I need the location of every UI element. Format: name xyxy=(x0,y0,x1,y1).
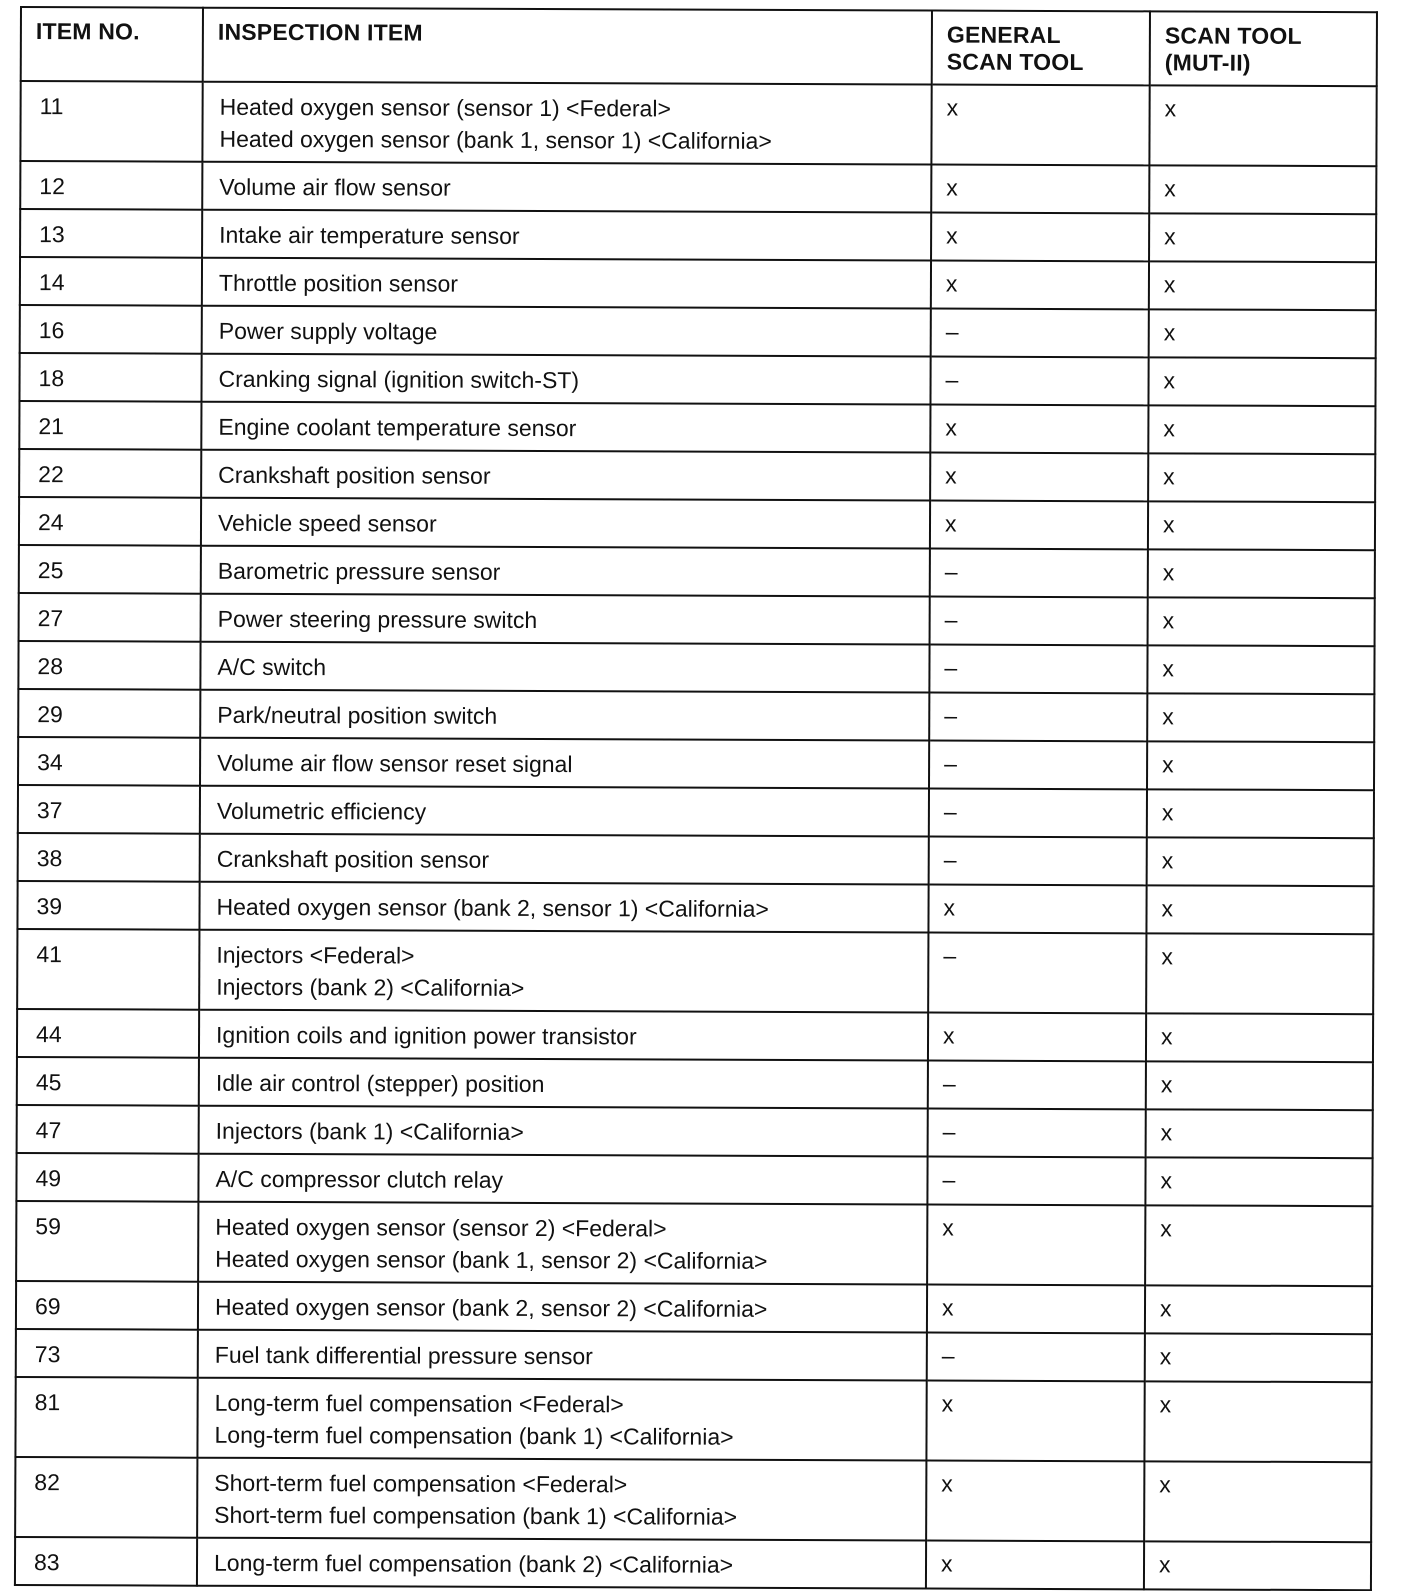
inspection-item-line: Barometric pressure sensor xyxy=(217,557,501,585)
mut-scan-tool-cell: x xyxy=(1145,1205,1372,1286)
table-row xyxy=(16,1329,1372,1382)
item-number-cell: 38 xyxy=(18,833,200,882)
general-scan-tool-cell: x xyxy=(926,1380,1144,1461)
general-scan-tool-cell: – xyxy=(927,1156,1145,1205)
table-row xyxy=(17,1009,1373,1062)
item-number-cell: 13 xyxy=(20,209,202,258)
inspection-item-line: Long-term fuel compensation <Federal> xyxy=(214,1389,624,1418)
inspection-item-line: Injectors (bank 2) <California> xyxy=(216,973,525,1001)
inspection-item-cell xyxy=(200,738,929,789)
header-general-scan-tool-line: SCAN TOOL xyxy=(946,48,1084,76)
general-scan-tool-cell: – xyxy=(929,740,1147,789)
table-row xyxy=(16,1281,1372,1334)
item-number-cell: 44 xyxy=(17,1009,199,1058)
inspection-item-cell xyxy=(201,546,930,597)
table-row xyxy=(18,689,1374,742)
inspection-item-line: Throttle position sensor xyxy=(218,269,459,297)
mut-scan-tool-cell: x xyxy=(1146,1061,1373,1110)
inspection-item-cell xyxy=(201,498,930,549)
mut-scan-tool-cell: x xyxy=(1145,1285,1372,1334)
header-general-scan-tool xyxy=(932,11,1150,86)
item-number-cell: 16 xyxy=(20,305,202,354)
general-scan-tool-cell: x xyxy=(928,884,1146,933)
inspection-item-line: Power steering pressure switch xyxy=(217,605,538,633)
mut-scan-tool-cell: x xyxy=(1147,741,1374,790)
inspection-item-cell xyxy=(199,882,928,933)
mut-scan-tool-cell: x xyxy=(1148,597,1375,646)
general-scan-tool-cell: – xyxy=(931,308,1149,357)
table-row xyxy=(17,1057,1373,1110)
header-scan-tool-mut-line: (MUT-II) xyxy=(1164,49,1251,76)
table-row xyxy=(20,81,1376,166)
inspection-item-line: Heated oxygen sensor (bank 1, sensor 1) <California> xyxy=(219,125,772,154)
inspection-item-cell xyxy=(198,1282,927,1333)
general-scan-tool-cell: – xyxy=(930,548,1148,597)
general-scan-tool-cell: – xyxy=(928,1060,1146,1109)
inspection-table-sheet xyxy=(20,6,1376,1578)
mut-scan-tool-cell: x xyxy=(1145,1333,1372,1382)
table-row xyxy=(19,401,1375,454)
inspection-item-line: Heated oxygen sensor (bank 2, sensor 2) <California> xyxy=(214,1293,768,1322)
inspection-item-line: Power supply voltage xyxy=(218,317,438,345)
table-row xyxy=(15,1377,1371,1462)
mut-scan-tool-cell: x xyxy=(1144,1541,1371,1590)
mut-scan-tool-cell: x xyxy=(1149,213,1376,262)
mut-scan-tool-cell: x xyxy=(1148,501,1375,550)
inspection-item-cell xyxy=(202,162,931,213)
mut-scan-tool-cell: x xyxy=(1149,85,1376,166)
inspection-item-cell xyxy=(201,450,930,501)
inspection-item-cell xyxy=(197,1378,926,1461)
inspection-item-line: Cranking signal (ignition switch-ST) xyxy=(218,365,580,394)
inspection-item-cell xyxy=(197,1538,926,1589)
mut-scan-tool-cell: x xyxy=(1149,165,1376,214)
inspection-item-cell xyxy=(201,402,930,453)
inspection-item-line: Ignition coils and ignition power transistor xyxy=(216,1021,637,1050)
header-item-no: ITEM NO. xyxy=(21,7,203,82)
table-row xyxy=(20,305,1376,358)
inspection-item-line: Short-term fuel compensation <Federal> xyxy=(214,1469,628,1498)
header-general-scan-tool-line: GENERAL xyxy=(946,21,1061,48)
general-scan-tool-cell: x xyxy=(930,404,1148,453)
inspection-item-line: Injectors <Federal> xyxy=(216,941,415,969)
inspection-item-cell xyxy=(200,834,929,885)
item-number-cell: 25 xyxy=(19,545,201,594)
item-number-cell: 29 xyxy=(18,689,200,738)
general-scan-tool-cell: x xyxy=(931,165,1149,214)
table-header-row xyxy=(21,7,1377,86)
table-row xyxy=(16,1153,1372,1206)
inspection-item-line: Heated oxygen sensor (bank 2, sensor 1) <California> xyxy=(216,893,769,922)
mut-scan-tool-cell: x xyxy=(1146,1109,1373,1158)
inspection-item-cell xyxy=(199,930,928,1013)
inspection-item-line: A/C switch xyxy=(217,653,327,681)
inspection-item-cell xyxy=(200,690,929,741)
item-number-cell: 82 xyxy=(15,1457,197,1538)
table-row xyxy=(18,737,1374,790)
item-number-cell: 45 xyxy=(17,1057,199,1106)
general-scan-tool-cell: – xyxy=(929,836,1147,885)
table-row xyxy=(18,833,1374,886)
inspection-item-cell xyxy=(197,1458,926,1541)
inspection-item-line: Heated oxygen sensor (sensor 1) <Federal> xyxy=(219,93,671,122)
mut-scan-tool-cell: x xyxy=(1146,933,1373,1014)
mut-scan-tool-cell: x xyxy=(1144,1461,1371,1542)
item-number-cell: 11 xyxy=(20,81,202,162)
inspection-item-line: Volumetric efficiency xyxy=(216,797,427,825)
mut-scan-tool-cell: x xyxy=(1145,1157,1372,1206)
item-number-cell: 59 xyxy=(16,1201,198,1282)
inspection-item-cell xyxy=(202,306,931,357)
mut-scan-tool-cell: x xyxy=(1148,357,1375,406)
table-row xyxy=(19,593,1375,646)
table-row xyxy=(19,497,1375,550)
inspection-item-line: Crankshaft position sensor xyxy=(216,845,490,873)
item-number-cell: 41 xyxy=(17,929,199,1010)
item-number-cell: 14 xyxy=(20,257,202,306)
inspection-item-cell xyxy=(202,82,931,165)
general-scan-tool-cell: x xyxy=(927,1204,1145,1285)
inspection-item-line: A/C compressor clutch relay xyxy=(215,1165,504,1193)
inspection-item-line: Park/neutral position switch xyxy=(217,701,498,729)
general-scan-tool-cell: – xyxy=(930,596,1148,645)
item-number-cell: 27 xyxy=(19,593,201,642)
mut-scan-tool-cell: x xyxy=(1149,309,1376,358)
table-row xyxy=(15,1537,1371,1590)
general-scan-tool-cell: – xyxy=(930,356,1148,405)
inspection-item-cell xyxy=(200,642,929,693)
general-scan-tool-cell: – xyxy=(929,692,1147,741)
item-number-cell: 47 xyxy=(17,1105,199,1154)
mut-scan-tool-cell: x xyxy=(1148,453,1375,502)
table-row xyxy=(19,545,1375,598)
general-scan-tool-cell: – xyxy=(929,644,1147,693)
inspection-item-line: Vehicle speed sensor xyxy=(217,509,437,537)
table-row xyxy=(18,641,1374,694)
general-scan-tool-cell: – xyxy=(927,1332,1145,1381)
general-scan-tool-cell: x xyxy=(926,1460,1144,1541)
item-number-cell: 73 xyxy=(16,1329,198,1378)
inspection-item-line: Idle air control (stepper) position xyxy=(215,1069,545,1098)
item-number-cell: 12 xyxy=(20,161,202,210)
header-scan-tool-mut xyxy=(1150,11,1377,86)
header-scan-tool-mut-line: SCAN TOOL xyxy=(1164,22,1302,49)
mut-scan-tool-cell: x xyxy=(1146,885,1373,934)
inspection-item-cell xyxy=(202,210,931,261)
inspection-item-line: Long-term fuel compensation (bank 1) <California> xyxy=(214,1421,734,1450)
inspection-item-line: Crankshaft position sensor xyxy=(218,461,491,489)
table-row xyxy=(18,785,1374,838)
general-scan-tool-cell: x xyxy=(926,1540,1144,1589)
inspection-item-cell xyxy=(199,1010,928,1061)
inspection-item-cell xyxy=(199,1106,928,1157)
inspection-item-cell xyxy=(198,1154,927,1205)
item-number-cell: 83 xyxy=(15,1537,197,1586)
inspection-item-line: Engine coolant temperature sensor xyxy=(218,413,577,442)
item-number-cell: 21 xyxy=(19,401,201,450)
inspection-item-cell xyxy=(202,258,931,309)
table-row xyxy=(20,257,1376,310)
inspection-item-line: Short-term fuel compensation (bank 1) <California> xyxy=(214,1501,738,1530)
item-number-cell: 39 xyxy=(17,881,199,930)
general-scan-tool-cell: x xyxy=(931,85,1149,166)
inspection-item-table xyxy=(14,6,1378,1591)
inspection-item-cell xyxy=(198,1202,927,1285)
table-row xyxy=(17,929,1373,1014)
general-scan-tool-cell: – xyxy=(928,1108,1146,1157)
mut-scan-tool-cell: x xyxy=(1148,405,1375,454)
table-row xyxy=(20,161,1376,214)
mut-scan-tool-cell: x xyxy=(1149,261,1376,310)
mut-scan-tool-cell: x xyxy=(1147,789,1374,838)
general-scan-tool-cell: – xyxy=(929,788,1147,837)
table-row xyxy=(16,1201,1372,1286)
table-body xyxy=(15,81,1377,1590)
table-row xyxy=(17,881,1373,934)
general-scan-tool-cell: x xyxy=(930,452,1148,501)
inspection-item-cell xyxy=(198,1330,927,1381)
table-row xyxy=(17,1105,1373,1158)
mut-scan-tool-cell: x xyxy=(1147,645,1374,694)
header-inspection-item: INSPECTION ITEM xyxy=(203,8,932,85)
mut-scan-tool-cell: x xyxy=(1147,837,1374,886)
inspection-item-line: Intake air temperature sensor xyxy=(219,221,520,249)
item-number-cell: 24 xyxy=(19,497,201,546)
table-row xyxy=(19,449,1375,502)
inspection-item-cell xyxy=(201,354,930,405)
inspection-item-line: Volume air flow sensor xyxy=(219,173,451,201)
inspection-item-cell xyxy=(199,1058,928,1109)
item-number-cell: 69 xyxy=(16,1281,198,1330)
mut-scan-tool-cell: x xyxy=(1144,1381,1371,1462)
item-number-cell: 34 xyxy=(18,737,200,786)
mut-scan-tool-cell: x xyxy=(1146,1013,1373,1062)
inspection-item-cell xyxy=(201,594,930,645)
inspection-item-line: Heated oxygen sensor (bank 1, sensor 2) <California> xyxy=(215,1245,768,1274)
general-scan-tool-cell: x xyxy=(927,1284,1145,1333)
inspection-item-line: Fuel tank differential pressure sensor xyxy=(214,1341,593,1370)
general-scan-tool-cell: x xyxy=(931,213,1149,262)
inspection-item-line: Heated oxygen sensor (sensor 2) <Federal> xyxy=(215,1213,667,1242)
item-number-cell: 37 xyxy=(18,785,200,834)
mut-scan-tool-cell: x xyxy=(1148,549,1375,598)
item-number-cell: 81 xyxy=(15,1377,197,1458)
inspection-item-cell xyxy=(200,786,929,837)
item-number-cell: 28 xyxy=(18,641,200,690)
mut-scan-tool-cell: x xyxy=(1147,693,1374,742)
general-scan-tool-cell: – xyxy=(928,932,1146,1013)
general-scan-tool-cell: x xyxy=(931,260,1149,309)
inspection-item-line: Injectors (bank 1) <California> xyxy=(215,1117,524,1145)
item-number-cell: 22 xyxy=(19,449,201,498)
inspection-item-line: Volume air flow sensor reset signal xyxy=(217,749,573,778)
table-row xyxy=(19,353,1375,406)
item-number-cell: 18 xyxy=(19,353,201,402)
item-number-cell: 49 xyxy=(16,1153,198,1202)
general-scan-tool-cell: x xyxy=(928,1012,1146,1061)
inspection-item-line: Long-term fuel compensation (bank 2) <California> xyxy=(213,1549,734,1578)
general-scan-tool-cell: x xyxy=(930,500,1148,549)
table-row xyxy=(20,209,1376,262)
table-row xyxy=(15,1457,1371,1542)
